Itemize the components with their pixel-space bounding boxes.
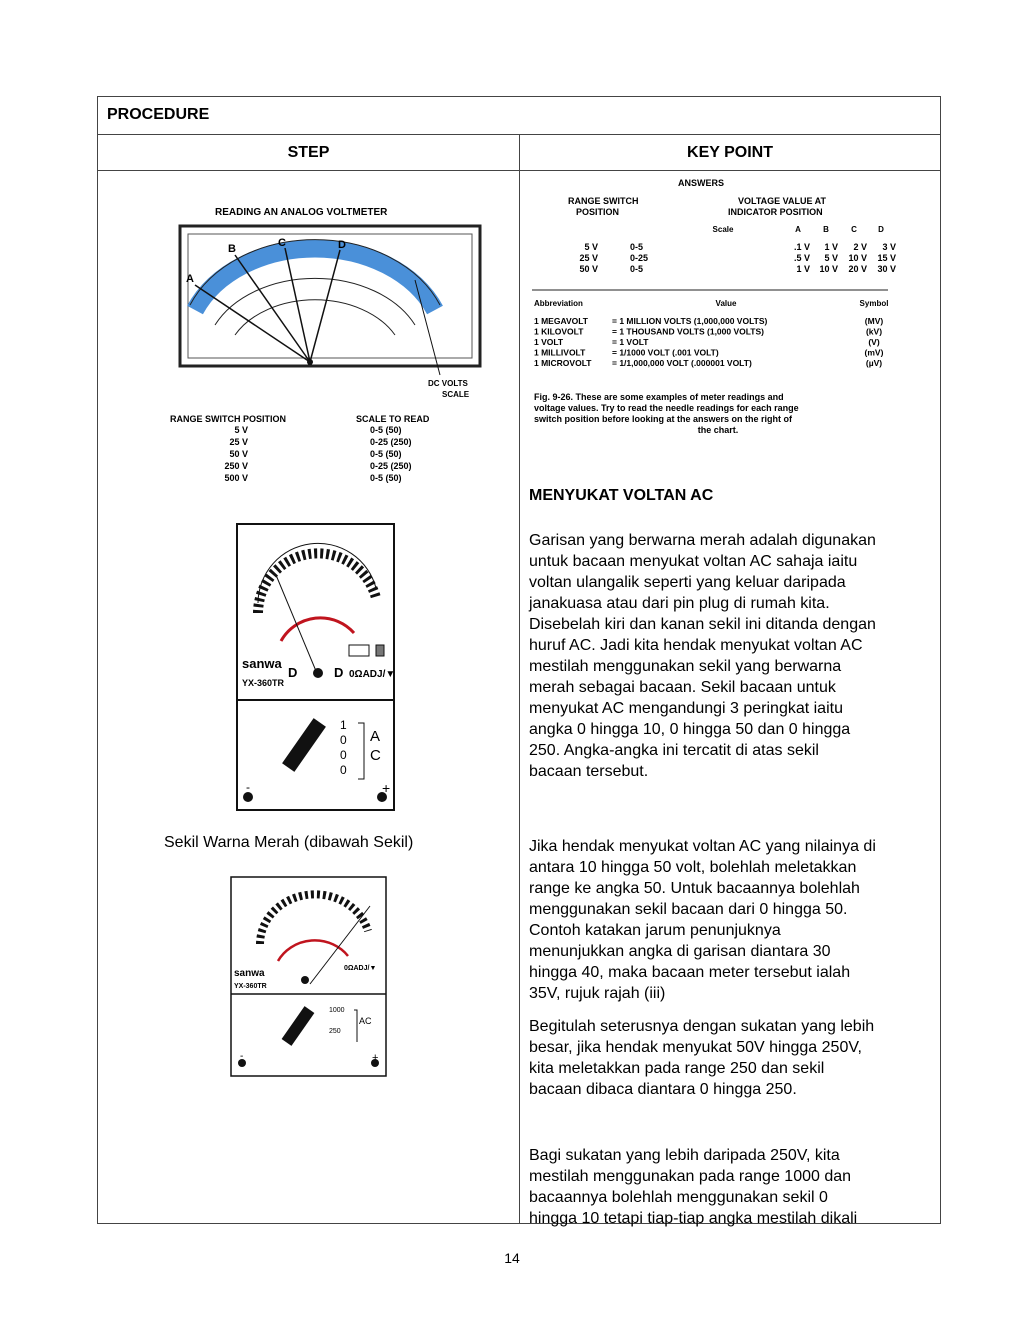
keypoint-title: MENYUKAT VOLTAN AC (529, 487, 714, 504)
meter1-zero-box (376, 645, 384, 656)
fig-caption-line: Fig. 9-26. These are some examples of meter readings and (534, 392, 784, 402)
answers-cell: 5 V (584, 242, 598, 252)
para4-line: mestilah menggunakan pada range 1000 dan (529, 1168, 852, 1185)
meter1-brand: sanwa (242, 656, 282, 671)
scale-to-read-value: 0-5 (50) (370, 473, 402, 483)
meter2-plus: + (372, 1052, 379, 1064)
answers-rows (579, 242, 896, 274)
procedure-row (98, 97, 940, 135)
abbr-value: = 1 THOUSAND VOLTS (1,000 VOLTS) (612, 326, 765, 337)
keypoint-paragraph-3 (529, 1016, 933, 1100)
answers-subheaders (713, 225, 885, 234)
analog-voltmeter-figure (160, 190, 500, 490)
answers-volt-header-2: INDICATOR POSITION (728, 207, 823, 217)
para2-line: range ke angka 50. Untuk bacaannya bolehlah (529, 880, 860, 897)
para2-line: antara 10 hingga 50 volt, bolehlah meletakkan (529, 859, 857, 876)
answers-cell: 1 V (824, 242, 838, 252)
scale-to-read-value: 0-25 (250) (370, 461, 412, 471)
answers-cell: 3 V (882, 242, 896, 252)
meter2-switch-1000: 1000 (329, 1007, 345, 1014)
para2-line: hingga 40, maka bacaan meter tersebut ialah (529, 964, 851, 981)
answers-figure (528, 172, 900, 444)
answers-cell: .1 V (793, 242, 810, 252)
answers-cell: 0-5 (630, 264, 644, 274)
meter1-adj-label: 0ΩADJ/▼ (349, 669, 396, 680)
needle-pivot (307, 359, 313, 365)
answers-cell: 0-25 (630, 253, 649, 263)
abbr-symbol: (kV) (865, 326, 883, 337)
para2-line: menunjukkan angka di garisan diantara 30 (529, 943, 831, 960)
para1-line: merah sebagai bacaan. Sekil bacaan untuk (529, 679, 836, 696)
keypoint-header: KEY POINT (687, 144, 773, 161)
answers-range-header-2: POSITION (576, 207, 620, 217)
abbr-header: Symbol (859, 299, 889, 308)
para2-line: Jika hendak menyukat voltan AC yang nilainya di (529, 838, 876, 855)
para1-line: Garisan yang berwarna merah adalah digunakan (529, 532, 876, 549)
meter1-digit-2: 0 (340, 733, 347, 747)
answers-cell: 25 V (579, 253, 598, 263)
meter2-adj-label: 0ΩADJ/▼ (344, 965, 377, 972)
multimeter-figure-2 (230, 876, 388, 1078)
para4-line: Bagi sukatan yang lebih daripada 250V, kita (529, 1147, 840, 1164)
range-switch-value: 50 V (229, 449, 248, 459)
meter1-ac-a: A (370, 728, 381, 745)
para3-line: Begitulah seterusnya dengan sukatan yang lebih (529, 1018, 875, 1035)
para2-line: Contoh katakan jarum penunjuknya (529, 922, 781, 939)
abbr-symbol: (V) (868, 337, 880, 347)
meter1-d-right: D (334, 665, 344, 680)
answers-cell: 10 V (819, 264, 838, 274)
meter1-ac-c: C (370, 747, 381, 764)
meter2-knob-zero (301, 976, 309, 984)
para3-line: kita meletakkan pada range 250 dan sekil (529, 1060, 825, 1077)
meter2-switch-250: 250 (329, 1028, 341, 1035)
answers-subheader: B (823, 225, 829, 234)
abbr-value: = 1 MILLION VOLTS (1,000,000 VOLTS) (612, 316, 768, 326)
abbr-value: = 1 VOLT (612, 337, 649, 347)
pointer-c: C (278, 237, 286, 249)
keypoint-paragraph-4 (529, 1145, 933, 1229)
range-switch-value: 5 V (234, 425, 248, 435)
range-switch-value: 25 V (229, 437, 248, 447)
page-number: 14 (504, 1250, 520, 1266)
answers-cell: 5 V (824, 253, 838, 263)
para1-line: angka 0 hingga 10, 0 hingga 50 dan 0 hingga (529, 721, 851, 738)
meter2-model: YX-360TR (234, 983, 267, 990)
meter2-brand: sanwa (234, 968, 265, 979)
procedure-label: PROCEDURE (107, 106, 210, 123)
para1-line: bacaan tersebut. (529, 763, 649, 780)
abbr-header: Abbreviation (534, 299, 583, 308)
fig-9-26-caption (534, 392, 799, 435)
para1-line: 250. Angka-angka ini tercatit di atas sekil (529, 742, 819, 759)
answers-subheader: Scale (712, 225, 734, 234)
abbr-name: 1 KILOVOLT (534, 326, 584, 337)
abbr-name: 1 MILLIVOLT (534, 347, 586, 358)
abbr-name: 1 MICROVOLT (534, 358, 592, 368)
answers-subheader: C (851, 225, 857, 234)
answers-cell: .5 V (793, 253, 810, 263)
fig-caption-line: voltage values. Try to read the needle readings for each range (534, 403, 799, 413)
abbr-headers (534, 299, 888, 308)
abbr-value: = 1/1000 VOLT (.001 VOLT) (612, 347, 719, 358)
voltmeter-rows (224, 425, 411, 483)
abbr-symbol: (mV) (864, 347, 884, 358)
para1-line: menyukat AC mengandungi 3 peringkat iaitu (529, 700, 843, 717)
meter1-knob-zero (313, 668, 323, 678)
meter2-minus: - (240, 1051, 244, 1062)
answers-title: ANSWERS (678, 178, 725, 188)
fig-caption-line: the chart. (697, 425, 739, 435)
meter1-minus: - (246, 780, 250, 794)
meter1-model: YX-360TR (242, 678, 285, 688)
answers-cell: 1 V (796, 264, 810, 274)
column-divider (519, 134, 520, 1223)
para4-line: bacaannya bolehlah menggunakan sekil 0 (529, 1189, 828, 1206)
keypoint-paragraph-2 (529, 836, 933, 1004)
answers-cell: 50 V (579, 264, 598, 274)
scale-to-read-value: 0-25 (250) (370, 437, 412, 447)
pointer-a: A (186, 273, 194, 285)
answers-range-header-1: RANGE SWITCH (568, 196, 639, 206)
scale-to-read-header: SCALE TO READ (356, 414, 430, 424)
para3-line: besar, jika hendak menyukat 50V hingga 250V, (529, 1039, 862, 1056)
figure-caption: Sekil Warna Merah (dibawah Sekil) (164, 834, 414, 851)
para1-line: janakuasa atau dari pin plug di rumah kita. (529, 595, 830, 612)
meter2-ac-label: AC (359, 1016, 372, 1026)
meter1-plus: + (382, 780, 391, 796)
range-switch-value: 250 V (224, 461, 248, 471)
para3-line: bacaan dibaca diantara 0 hingga 250. (529, 1081, 797, 1098)
answers-cell: 30 V (877, 264, 896, 274)
scale-to-read-value: 0-5 (50) (370, 449, 402, 459)
para1-line: untuk bacaan menyukat voltan AC sahaja iaitu (529, 553, 858, 570)
dc-volts-label: DC VOLTS (428, 379, 468, 388)
range-switch-header: RANGE SWITCH POSITION (170, 414, 287, 424)
meter1-digit-1: 1 (340, 718, 347, 732)
answers-cell: 0-5 (630, 242, 644, 252)
answers-cell: 20 V (848, 264, 867, 274)
abbr-name: 1 VOLT (534, 337, 564, 347)
pointer-b: B (228, 243, 236, 255)
abbr-value: = 1/1,000,000 VOLT (.000001 VOLT) (612, 358, 752, 368)
scale-to-read-value: 0-5 (50) (370, 425, 402, 435)
multimeter-figure-1 (236, 523, 396, 813)
answers-subheader: A (795, 225, 801, 234)
para1-line: mestilah menggunakan sekil yang berwarna (529, 658, 842, 675)
para1-line: Disebelah kiri dan kanan sekil ini ditanda dengan (529, 616, 876, 633)
abbr-rows (534, 316, 884, 368)
step-header: STEP (287, 144, 330, 161)
fig-caption-line: switch position before looking at the answers on the right of (534, 414, 793, 424)
dc-scale-label: SCALE (442, 390, 470, 399)
meter1-digit-4: 0 (340, 763, 347, 777)
meter1-digit-3: 0 (340, 748, 347, 762)
answers-subheader: D (878, 225, 884, 234)
answers-cell: 2 V (853, 242, 867, 252)
answers-volt-header-1: VOLTAGE VALUE AT (738, 196, 826, 206)
keypoint-paragraph-1 (529, 530, 933, 782)
meter1-d-left: D (288, 665, 298, 680)
para1-line: huruf AC. Jadi kita hendak menyukat voltan AC (529, 637, 863, 654)
para2-line: menggunakan sekil bacaan dari 0 hingga 50. (529, 901, 848, 918)
para2-line: 35V, rujuk rajah (iii) (529, 985, 666, 1002)
abbr-header: Value (715, 299, 737, 308)
para4-line: hingga 10 tetapi tiap-tiap angka mestilah dikali (529, 1210, 858, 1227)
abbr-symbol: (µV) (865, 358, 883, 368)
answers-cell: 10 V (848, 253, 867, 263)
abbr-name: 1 MEGAVOLT (534, 316, 588, 326)
voltmeter-title: READING AN ANALOG VOLTMETER (215, 207, 388, 218)
pointer-d: D (338, 239, 346, 251)
para1-line: voltan ulangalik seperti yang keluar daripada (529, 574, 846, 591)
abbr-symbol: (MV) (864, 316, 884, 326)
range-switch-value: 500 V (224, 473, 248, 483)
answers-cell: 15 V (877, 253, 896, 263)
